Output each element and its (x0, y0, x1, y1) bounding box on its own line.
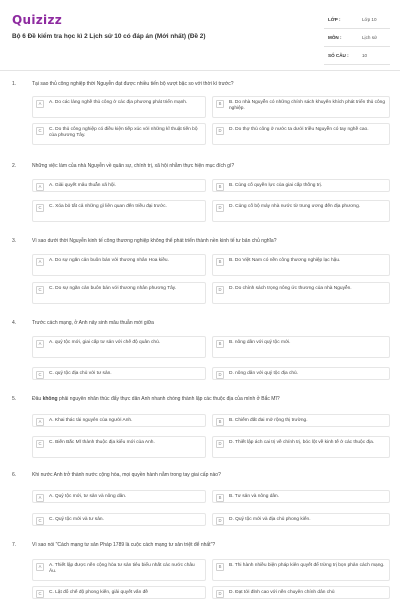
option-text: D. Do chính sách trọng nông ức thương của nhà Nguyễn. (229, 286, 352, 291)
option-text: B. Do Việt Nam có nền công thương nghiệp lạc hậu. (229, 258, 341, 263)
question-text: Vì sao dưới thời Nguyễn kinh tế công thương nghiệp không thể phát triển thành nền kinh tế tư bản chủ nghĩa? (32, 238, 277, 244)
option-letter-badge: A (36, 100, 44, 108)
meta-table (324, 11, 390, 65)
question-text-prefix: Đâu (32, 396, 43, 402)
meta-row-count (324, 47, 390, 65)
question-text: Trước cách mạng, ở Anh nảy sinh mâu thuẫn mới giữa (32, 320, 154, 326)
option-letter-badge: A (36, 494, 44, 502)
answer-option-b[interactable] (212, 336, 390, 358)
answer-option-c[interactable] (32, 200, 206, 222)
option-letter-badge: B (216, 258, 224, 266)
option-text: D. nông dân với quý tộc địa chủ. (229, 371, 299, 376)
meta-value: 10 (362, 53, 368, 58)
option-text: C. Lật đổ chế độ phong kiến, giải quyết vấn đề (49, 590, 148, 595)
option-text: A. Khai thác tài nguyên của người Anh. (49, 418, 133, 423)
option-letter-badge: A (36, 258, 44, 266)
quizizz-logo: Quizizz (12, 13, 63, 27)
question-text (32, 396, 392, 403)
answer-option-d[interactable] (212, 586, 390, 599)
answer-option-b[interactable] (212, 254, 390, 276)
meta-key: MÔN : (328, 35, 342, 40)
option-letter-badge: A (36, 340, 44, 348)
option-text: D. Đạt tới đỉnh cao với nền chuyên chính dân chủ (229, 590, 335, 595)
document-title: Bộ 6 Đề kiểm tra học kì 2 Lịch sử 10 có đáp án (Mới nhất) (Đề 2) (12, 33, 206, 40)
question-number: 3. (12, 238, 17, 244)
question-text: Tại sao thủ công nghiệp thời Nguyễn đạt được nhiều tiến bộ vượt bậc so với thời kì trước? (32, 81, 234, 87)
answer-option-a[interactable] (32, 559, 206, 581)
option-letter-badge: A (36, 418, 44, 426)
option-text: C. Do thủ công nghiệp có điều kiện tiếp xúc với những kĩ thuật tiến bộ của phương Tây. (49, 127, 198, 139)
option-text: D. Củng cố bộ máy nhà nước từ trung ương đến địa phương. (229, 204, 361, 209)
option-text: B. Do nhà Nguyễn có những chính sách khuyến khích phát triển thủ công nghiệp. (229, 100, 386, 112)
option-text: A. Do sự ngăn cản buôn bán với thương nhân Hoa kiều. (49, 258, 169, 263)
question-number: 4. (12, 320, 17, 326)
option-letter-badge: B (216, 183, 224, 191)
answer-option-c[interactable] (32, 513, 206, 526)
option-text: A. Do các làng nghề thủ công ở các địa phương phát triển mạnh. (49, 100, 188, 105)
answer-option-c[interactable] (32, 123, 206, 145)
answer-option-d[interactable] (212, 282, 390, 304)
option-text: C. Biến Bắc Mĩ thành thuộc địa kiểu mới của Anh. (49, 440, 155, 445)
question-number: 6. (12, 472, 17, 478)
answer-option-c[interactable] (32, 282, 206, 304)
option-text: A. Quý tộc mới, tư sản và nông dân. (49, 494, 127, 499)
answer-option-a[interactable] (32, 96, 206, 118)
answer-option-b[interactable] (212, 490, 390, 503)
option-letter-badge: C (36, 590, 44, 598)
meta-value: Lịch sử (362, 35, 378, 40)
option-text: D. Thiết lập ách cai trị về chính trị, bóc lột về kinh tế ở các thuộc địa. (229, 440, 375, 445)
option-letter-badge: D (216, 204, 224, 212)
option-text: D. Do thợ thủ công ở nước ta dưới triều Nguyễn có tay nghề cao. (229, 127, 369, 132)
question-number: 7. (12, 542, 17, 548)
question-text-suffix: phải nguyên nhân thúc đẩy thực dân Anh nhanh chóng thành lập các thuộc địa của mình ở Bắc Mĩ? (57, 396, 280, 402)
option-letter-badge: D (216, 127, 224, 135)
option-letter-badge: D (216, 286, 224, 294)
option-text: B. Thi hành nhiều biện pháp kiên quyết để trừng trị bọn phản cách mạng. (229, 563, 385, 568)
option-letter-badge: C (36, 371, 44, 379)
answer-option-c[interactable] (32, 367, 206, 380)
option-text: A. Giải quyết mâu thuẫn xã hội. (49, 183, 116, 188)
answer-option-b[interactable] (212, 559, 390, 581)
answer-option-d[interactable] (212, 123, 390, 145)
question-number: 1. (12, 81, 17, 87)
option-letter-badge: A (36, 183, 44, 191)
option-text: D. Quý tộc mới và địa chủ phong kiến. (229, 517, 311, 522)
meta-key: LỚP : (328, 17, 341, 22)
answer-option-b[interactable] (212, 179, 390, 192)
question-number: 5. (12, 396, 17, 402)
answer-option-c[interactable] (32, 586, 206, 599)
option-text: A. quý tộc mới, giai cấp tư sản với chế độ quân chủ. (49, 340, 161, 345)
answer-option-b[interactable] (212, 96, 390, 118)
answer-option-a[interactable] (32, 254, 206, 276)
option-letter-badge: D (216, 590, 224, 598)
option-text: C. Do sự ngăn cản buôn bán với thương nhân phương Tây. (49, 286, 177, 291)
page-header (0, 0, 400, 68)
option-letter-badge: D (216, 517, 224, 525)
option-letter-badge: B (216, 494, 224, 502)
answer-option-c[interactable] (32, 436, 206, 458)
answer-option-d[interactable] (212, 367, 390, 380)
option-text: B. Chiếm đất đai mở rộng thị trường. (229, 418, 308, 423)
answer-option-a[interactable] (32, 179, 206, 192)
option-text: A. Thiết lập được nền cộng hòa tư sản tiêu biểu nhất các nước châu Âu. (49, 563, 195, 575)
option-text: B. nông dân với quý tộc mới. (229, 340, 291, 345)
option-letter-badge: A (36, 563, 44, 571)
option-letter-badge: D (216, 440, 224, 448)
option-text: C. Quý tộc mới và tư sản. (49, 517, 104, 522)
option-letter-badge: B (216, 563, 224, 571)
answer-option-d[interactable] (212, 200, 390, 222)
meta-key: SỐ CÂU : (328, 53, 349, 58)
option-letter-badge: C (36, 286, 44, 294)
option-letter-badge: B (216, 100, 224, 108)
answer-option-d[interactable] (212, 513, 390, 526)
meta-row-subject (324, 29, 390, 47)
option-letter-badge: C (36, 204, 44, 212)
option-text: B. Tư sản và nông dân. (229, 494, 280, 499)
option-letter-badge: C (36, 440, 44, 448)
option-text: C. quý tộc địa chủ với tư sản. (49, 371, 112, 376)
answer-option-b[interactable] (212, 414, 390, 427)
question-text-emphasis: không (42, 396, 58, 402)
question-text: Những việc làm của nhà Nguyễn về quân sự, chính trị, xã hội nhằm thực hiện mục đích gì? (32, 163, 235, 169)
option-letter-badge: B (216, 418, 224, 426)
answer-option-a[interactable] (32, 414, 206, 427)
option-text: B. Củng cố quyền lực của giai cấp thống trị. (229, 183, 323, 188)
option-text: C. Xóa bỏ tất cả những gì liên quan đến triều đại trước. (49, 204, 167, 209)
question-text: Vì sao nói "Cách mạng tư sản Pháp 1789 là cuộc cách mạng tư sản triệt để nhất"? (32, 542, 216, 548)
option-letter-badge: C (36, 517, 44, 525)
meta-row-class (324, 11, 390, 29)
option-letter-badge: D (216, 371, 224, 379)
option-letter-badge: B (216, 340, 224, 348)
answer-option-a[interactable] (32, 490, 206, 503)
question-number: 2. (12, 163, 17, 169)
header-divider (0, 70, 400, 71)
option-letter-badge: C (36, 127, 44, 135)
answer-option-a[interactable] (32, 336, 206, 358)
answer-option-d[interactable] (212, 436, 390, 458)
meta-value: Lớp 10 (362, 17, 377, 22)
question-text: Khi nước Anh trở thành nước cộng hòa, mọi quyền hành nằm trong tay giai cấp nào? (32, 472, 221, 478)
